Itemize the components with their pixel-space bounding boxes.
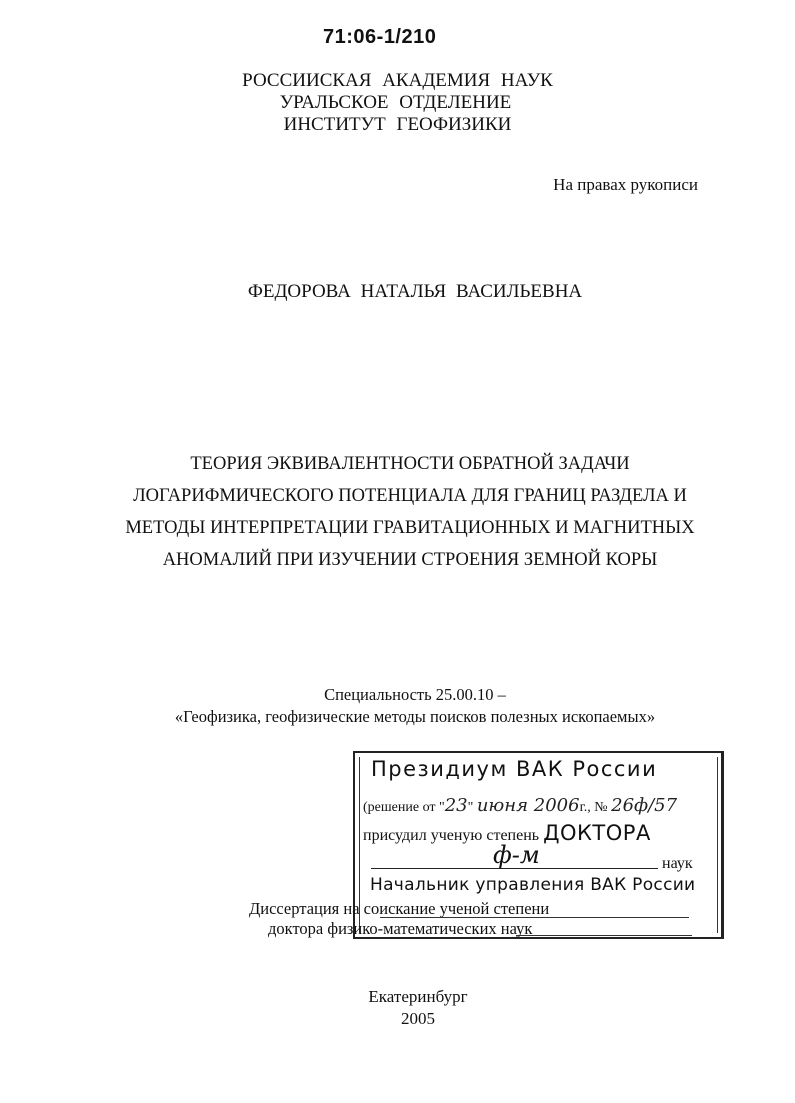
stamp-field-underline	[371, 868, 658, 869]
rights-notice: На правах рукописи	[553, 175, 698, 194]
stamp-decision	[363, 795, 677, 816]
specialty-code: Специальность 25.00.10 –	[324, 685, 506, 704]
stamp-decision-quote: "	[467, 800, 474, 815]
institution-line-branch: УРАЛЬСКОЕ ОТДЕЛЕНИЕ	[279, 92, 512, 113]
thesis-title-line: ТЕОРИЯ ЭКВИВАЛЕНТНОСТИ ОБРАТНОЙ ЗАДАЧИ	[190, 454, 630, 474]
institution-line-academy: РОССИИСКАЯ АКАДЕМИЯ НАУК	[242, 70, 553, 91]
dissertation-line-1: Диссертация на соискание ученой степени	[249, 899, 550, 918]
stamp-chief: Начальник управления ВАК России	[370, 875, 696, 895]
stamp-title: Президиум ВАК России	[371, 757, 658, 781]
stamp-awarded-text: присудил ученую степень	[363, 827, 540, 844]
specialty	[120, 684, 710, 728]
author-name: ФЕДОРОВА НАТАЛЬЯ ВАСИЛЬЕВНА	[247, 281, 583, 302]
dissertation-underline	[516, 935, 692, 936]
stamp-decision-month-year: июня 2006	[476, 795, 580, 816]
thesis-title-line: ЛОГАРИФМИЧЕСКОГО ПОТЕНЦИАЛА ДЛЯ ГРАНИЦ РАЗДЕЛА И	[133, 486, 687, 506]
stamp-decision-g: г., №	[579, 800, 608, 815]
stamp-decision-number: 26ф/57	[611, 795, 678, 816]
thesis-title-line: МЕТОДЫ ИНТЕРПРЕТАЦИИ ГРАВИТАЦИОННЫХ И МАГНИТНЫХ	[125, 518, 695, 538]
dissertation-line-2: доктора физико-математических наук	[268, 919, 533, 938]
city: Екатеринбург	[368, 987, 468, 1006]
thesis-title-line: АНОМАЛИЙ ПРИ ИЗУЧЕНИИ СТРОЕНИЯ ЗЕМНОЙ КОРЫ	[162, 550, 658, 570]
stamp-sciences: наук	[662, 855, 693, 872]
specialty-name: «Геофизика, геофизические методы поисков полезных ископаемых»	[174, 707, 656, 726]
thesis-title	[110, 448, 710, 576]
footer	[0, 986, 795, 1030]
catalog-number: 71:06-1/210	[323, 26, 437, 48]
stamp-decision-day: 23	[444, 795, 468, 816]
institution-line-institute: ИНСТИТУТ ГЕОФИЗИКИ	[283, 114, 512, 135]
stamp-degree: ДОКТОРА	[543, 821, 651, 845]
dissertation-underline	[380, 917, 689, 918]
stamp-decision-prefix: (решение от "	[363, 800, 445, 815]
stamp-field-handwritten: ф-м	[493, 841, 540, 869]
year: 2005	[401, 1009, 435, 1028]
